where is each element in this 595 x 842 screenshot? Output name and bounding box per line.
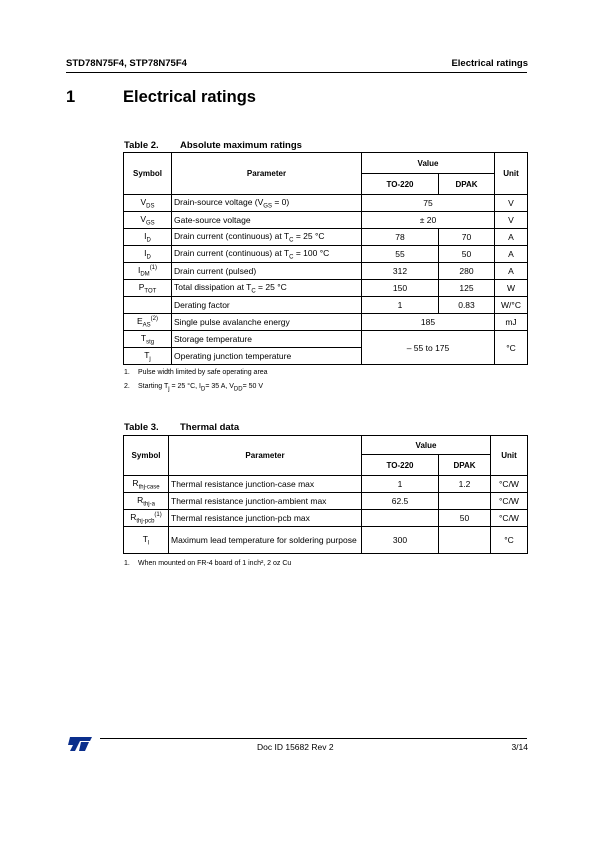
symbol-cell: $I_D$ bbox=[124, 246, 172, 263]
table-row bbox=[124, 263, 528, 280]
value-to220-cell: 62.5 bbox=[362, 493, 439, 510]
unit-cell: A bbox=[495, 263, 528, 280]
symbol-cell: $R_{thj-case}$ bbox=[124, 476, 169, 493]
value-cell: ± 20 bbox=[362, 212, 495, 229]
symbol-cell: $R_{thj-pcb}^{(1)}$ bbox=[124, 510, 169, 527]
symbol-cell: $I_D$ bbox=[124, 229, 172, 246]
symbol-cell: $V_{DS}$ bbox=[124, 195, 172, 212]
symbol-cell: $T_{stg}$ bbox=[124, 331, 172, 348]
parameter-cell: Drain current (continuous) at $T_C = 100$ °C bbox=[172, 246, 362, 263]
value-dpak-cell: 70 bbox=[439, 229, 495, 246]
table-row bbox=[124, 297, 528, 314]
value-dpak-cell bbox=[439, 527, 491, 554]
absolute-max-ratings-table bbox=[123, 152, 528, 365]
table2-header-unit: Unit bbox=[495, 153, 528, 195]
unit-cell: °C bbox=[491, 527, 528, 554]
unit-cell: mJ bbox=[495, 314, 528, 331]
unit-cell: A bbox=[495, 229, 528, 246]
value-dpak-cell: 125 bbox=[439, 280, 495, 297]
value-dpak-cell bbox=[439, 493, 491, 510]
symbol-cell: $T_l$ bbox=[124, 527, 169, 554]
thermal-data-table bbox=[123, 435, 528, 554]
unit-cell: °C/W bbox=[491, 510, 528, 527]
value-to220-cell bbox=[362, 510, 439, 527]
footer-rule bbox=[100, 738, 527, 739]
symbol-cell: $T_j$ bbox=[124, 348, 172, 365]
table3-header-symbol: Symbol bbox=[124, 436, 169, 476]
table3-header-to220: TO-220 bbox=[362, 455, 439, 476]
header-rule bbox=[66, 72, 527, 73]
value-dpak-cell: 50 bbox=[439, 510, 491, 527]
unit-cell: W/°C bbox=[495, 297, 528, 314]
footer-page-number: 3/14 bbox=[511, 742, 528, 752]
table-row bbox=[124, 280, 528, 297]
table2-header-value: Value bbox=[362, 153, 495, 174]
table2-caption bbox=[124, 140, 302, 151]
table3-header-dpak: DPAK bbox=[439, 455, 491, 476]
footer-doc-id: Doc ID 15682 Rev 2 bbox=[257, 742, 334, 752]
table3-footnote-1: 1. When mounted on FR-4 board of 1 inch², 2 oz Cu bbox=[124, 560, 292, 567]
table-row bbox=[124, 314, 528, 331]
value-to220-cell: 312 bbox=[362, 263, 439, 280]
unit-cell: A bbox=[495, 246, 528, 263]
unit-cell: °C/W bbox=[491, 493, 528, 510]
value-dpak-cell: 50 bbox=[439, 246, 495, 263]
parameter-cell: Total dissipation at $T_C = 25$ °C bbox=[172, 280, 362, 297]
parameter-cell: Storage temperature bbox=[172, 331, 362, 348]
parameter-cell: Thermal resistance junction-pcb max bbox=[169, 510, 362, 527]
table3-title: Thermal data bbox=[180, 422, 240, 433]
parameter-cell: Drain current (continuous) at $T_C = 25$ °C bbox=[172, 229, 362, 246]
value-to220-cell: 78 bbox=[362, 229, 439, 246]
table2-header-parameter: Parameter bbox=[172, 153, 362, 195]
table2-label: Table 2. bbox=[124, 140, 159, 151]
value-dpak-cell: 0.83 bbox=[439, 297, 495, 314]
value-to220-cell: 1 bbox=[362, 476, 439, 493]
table-row bbox=[124, 212, 528, 229]
table2-footnote-1: 1. Pulse width limited by safe operating area bbox=[124, 369, 268, 376]
parameter-cell: Gate-source voltage bbox=[172, 212, 362, 229]
table-row bbox=[124, 476, 528, 493]
symbol-cell: $R_{thj-a}$ bbox=[124, 493, 169, 510]
symbol-cell: $E_{AS}^{(2)}$ bbox=[124, 314, 172, 331]
table3-header-unit: Unit bbox=[491, 436, 528, 476]
parameter-cell: Derating factor bbox=[172, 297, 362, 314]
parameter-cell: Thermal resistance junction-case max bbox=[169, 476, 362, 493]
table2-title: Absolute maximum ratings bbox=[180, 140, 302, 151]
table2-header-dpak: DPAK bbox=[439, 174, 495, 195]
parameter-cell: Thermal resistance junction-ambient max bbox=[169, 493, 362, 510]
table2-footnote-2: 2. Starting $T_j = 25$ °C, $I_D= 35$ A, $V_{DD}= 50$ V bbox=[124, 383, 264, 393]
parameter-cell: Drain current (pulsed) bbox=[172, 263, 362, 280]
value-cell: – 55 to 175 bbox=[362, 331, 495, 365]
symbol-cell: $I_{DM}^{(1)}$ bbox=[124, 263, 172, 280]
table-row bbox=[124, 229, 528, 246]
table3-caption bbox=[124, 422, 239, 433]
symbol-cell: $P_{TOT}$ bbox=[124, 280, 172, 297]
table-row bbox=[124, 493, 528, 510]
table2-header-symbol: Symbol bbox=[124, 153, 172, 195]
value-cell: 185 bbox=[362, 314, 495, 331]
table-row bbox=[124, 331, 528, 348]
symbol-cell bbox=[124, 297, 172, 314]
unit-cell: °C bbox=[495, 331, 528, 365]
value-to220-cell: 1 bbox=[362, 297, 439, 314]
running-header-left: STD78N75F4, STP78N75F4 bbox=[66, 58, 187, 69]
parameter-cell: Drain-source voltage $(V_{GS} = 0)$ bbox=[172, 195, 362, 212]
value-cell: 75 bbox=[362, 195, 495, 212]
unit-cell: V bbox=[495, 212, 528, 229]
symbol-cell: $V_{GS}$ bbox=[124, 212, 172, 229]
section-title: Electrical ratings bbox=[123, 88, 256, 106]
value-dpak-cell: 1.2 bbox=[439, 476, 491, 493]
unit-cell: °C/W bbox=[491, 476, 528, 493]
table3-header-parameter: Parameter bbox=[169, 436, 362, 476]
value-to220-cell: 150 bbox=[362, 280, 439, 297]
value-dpak-cell: 280 bbox=[439, 263, 495, 280]
section-number: 1 bbox=[66, 88, 76, 106]
table-row bbox=[124, 195, 528, 212]
table-row bbox=[124, 246, 528, 263]
table-row bbox=[124, 510, 528, 527]
table-row bbox=[124, 527, 528, 554]
parameter-cell: Operating junction temperature bbox=[172, 348, 362, 365]
st-logo-icon bbox=[66, 737, 92, 756]
parameter-cell: Maximum lead temperature for soldering purpose bbox=[169, 527, 362, 554]
parameter-cell: Single pulse avalanche energy bbox=[172, 314, 362, 331]
value-to220-cell: 300 bbox=[362, 527, 439, 554]
running-header-right: Electrical ratings bbox=[451, 58, 528, 69]
table3-label: Table 3. bbox=[124, 422, 159, 433]
unit-cell: V bbox=[495, 195, 528, 212]
table3-header-value: Value bbox=[362, 436, 491, 455]
value-to220-cell: 55 bbox=[362, 246, 439, 263]
unit-cell: W bbox=[495, 280, 528, 297]
table2-header-to220: TO-220 bbox=[362, 174, 439, 195]
